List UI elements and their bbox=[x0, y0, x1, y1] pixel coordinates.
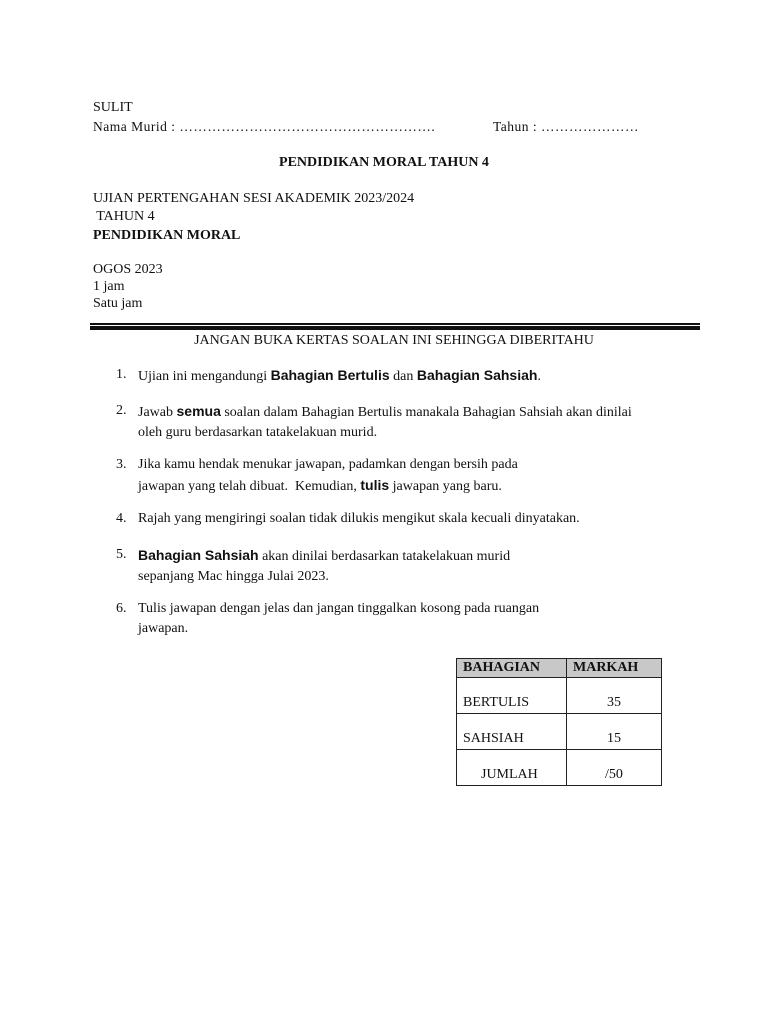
instruction-text-segment: Rajah yang mengiringi soalan tidak dilukis mengikut skala kecuali dinyatakan. bbox=[138, 511, 580, 526]
column-header-marks: MARKAH bbox=[567, 659, 662, 678]
exam-subject: PENDIDIKAN MORAL bbox=[93, 228, 241, 243]
instruction-text-segment: Jika kamu hendak menukar jawapan, padamkan dengan bersih pada jawapan yang telah dibuat. Kemudian, bbox=[138, 457, 518, 494]
section-cell: BERTULIS bbox=[457, 678, 567, 714]
table-row bbox=[457, 714, 662, 750]
marks-table bbox=[456, 658, 662, 786]
instruction-text-segment: Ujian ini mengandungi bbox=[138, 369, 271, 384]
instruction-text-segment: soalan dalam Bahagian Bertulis manakala Bahagian Sahsiah akan dinilai oleh guru berdasarkan tatakelakuan murid. bbox=[138, 405, 632, 440]
emphasized-text: semua bbox=[176, 403, 221, 419]
instruction-number: 1. bbox=[116, 367, 127, 382]
student-name-field[interactable]: Nama Murid : ………………………………………………. bbox=[93, 119, 436, 134]
section-cell: SAHSIAH bbox=[457, 714, 567, 750]
marks-cell: 15 bbox=[567, 714, 662, 750]
notice-heading: JANGAN BUKA KERTAS SOALAN INI SEHINGGA DIBERITAHU bbox=[194, 333, 594, 348]
page-title: PENDIDIKAN MORAL TAHUN 4 bbox=[279, 155, 489, 170]
instruction-text-segment: akan dinilai berdasarkan tatakelakuan murid sepanjang Mac hingga Julai 2023. bbox=[138, 549, 511, 584]
total-label-cell: JUMLAH bbox=[457, 750, 567, 786]
table-row-total bbox=[457, 750, 662, 786]
emphasized-text: Bahagian Sahsiah bbox=[416, 367, 538, 383]
instruction-text-segment: Jawab bbox=[138, 405, 177, 420]
emphasized-text: Bahagian Sahsiah bbox=[138, 547, 259, 563]
instruction-number: 2. bbox=[116, 403, 127, 418]
table-row bbox=[457, 678, 662, 714]
instruction-text bbox=[138, 599, 539, 639]
total-marks-cell: /50 bbox=[567, 750, 662, 786]
exam-duration: 1 jam bbox=[93, 279, 125, 294]
emphasized-text: Bahagian Bertulis bbox=[270, 367, 390, 383]
exam-year: TAHUN 4 bbox=[93, 209, 155, 224]
instruction-number: 5. bbox=[116, 547, 127, 562]
divider-thick bbox=[90, 326, 700, 330]
instruction-number: 3. bbox=[116, 457, 127, 472]
instruction-text bbox=[138, 545, 510, 587]
marks-cell: 35 bbox=[567, 678, 662, 714]
instruction-number: 6. bbox=[116, 601, 127, 616]
exam-name: UJIAN PERTENGAHAN SESI AKADEMIK 2023/2024 bbox=[93, 191, 415, 206]
emphasized-text: tulis bbox=[360, 477, 390, 493]
year-field[interactable]: Tahun : ………………… bbox=[493, 119, 640, 134]
table-header-row bbox=[457, 659, 662, 678]
instruction-text bbox=[138, 401, 632, 443]
exam-month: OGOS 2023 bbox=[93, 262, 163, 277]
classification-label: SULIT bbox=[93, 100, 133, 115]
instruction-text bbox=[138, 509, 580, 529]
instruction-number: 4. bbox=[116, 511, 127, 526]
instruction-text bbox=[138, 365, 541, 387]
divider-thin bbox=[90, 323, 700, 325]
instruction-text-segment: jawapan yang baru. bbox=[389, 479, 502, 494]
exam-duration-words: Satu jam bbox=[93, 296, 143, 311]
column-header-section: BAHAGIAN bbox=[457, 659, 567, 678]
instruction-text-segment: dan bbox=[389, 369, 417, 384]
instruction-text bbox=[138, 455, 518, 497]
instruction-text-segment: Tulis jawapan dengan jelas dan jangan tinggalkan kosong pada ruangan jawapan. bbox=[138, 601, 540, 636]
instruction-text-segment: . bbox=[537, 369, 541, 384]
